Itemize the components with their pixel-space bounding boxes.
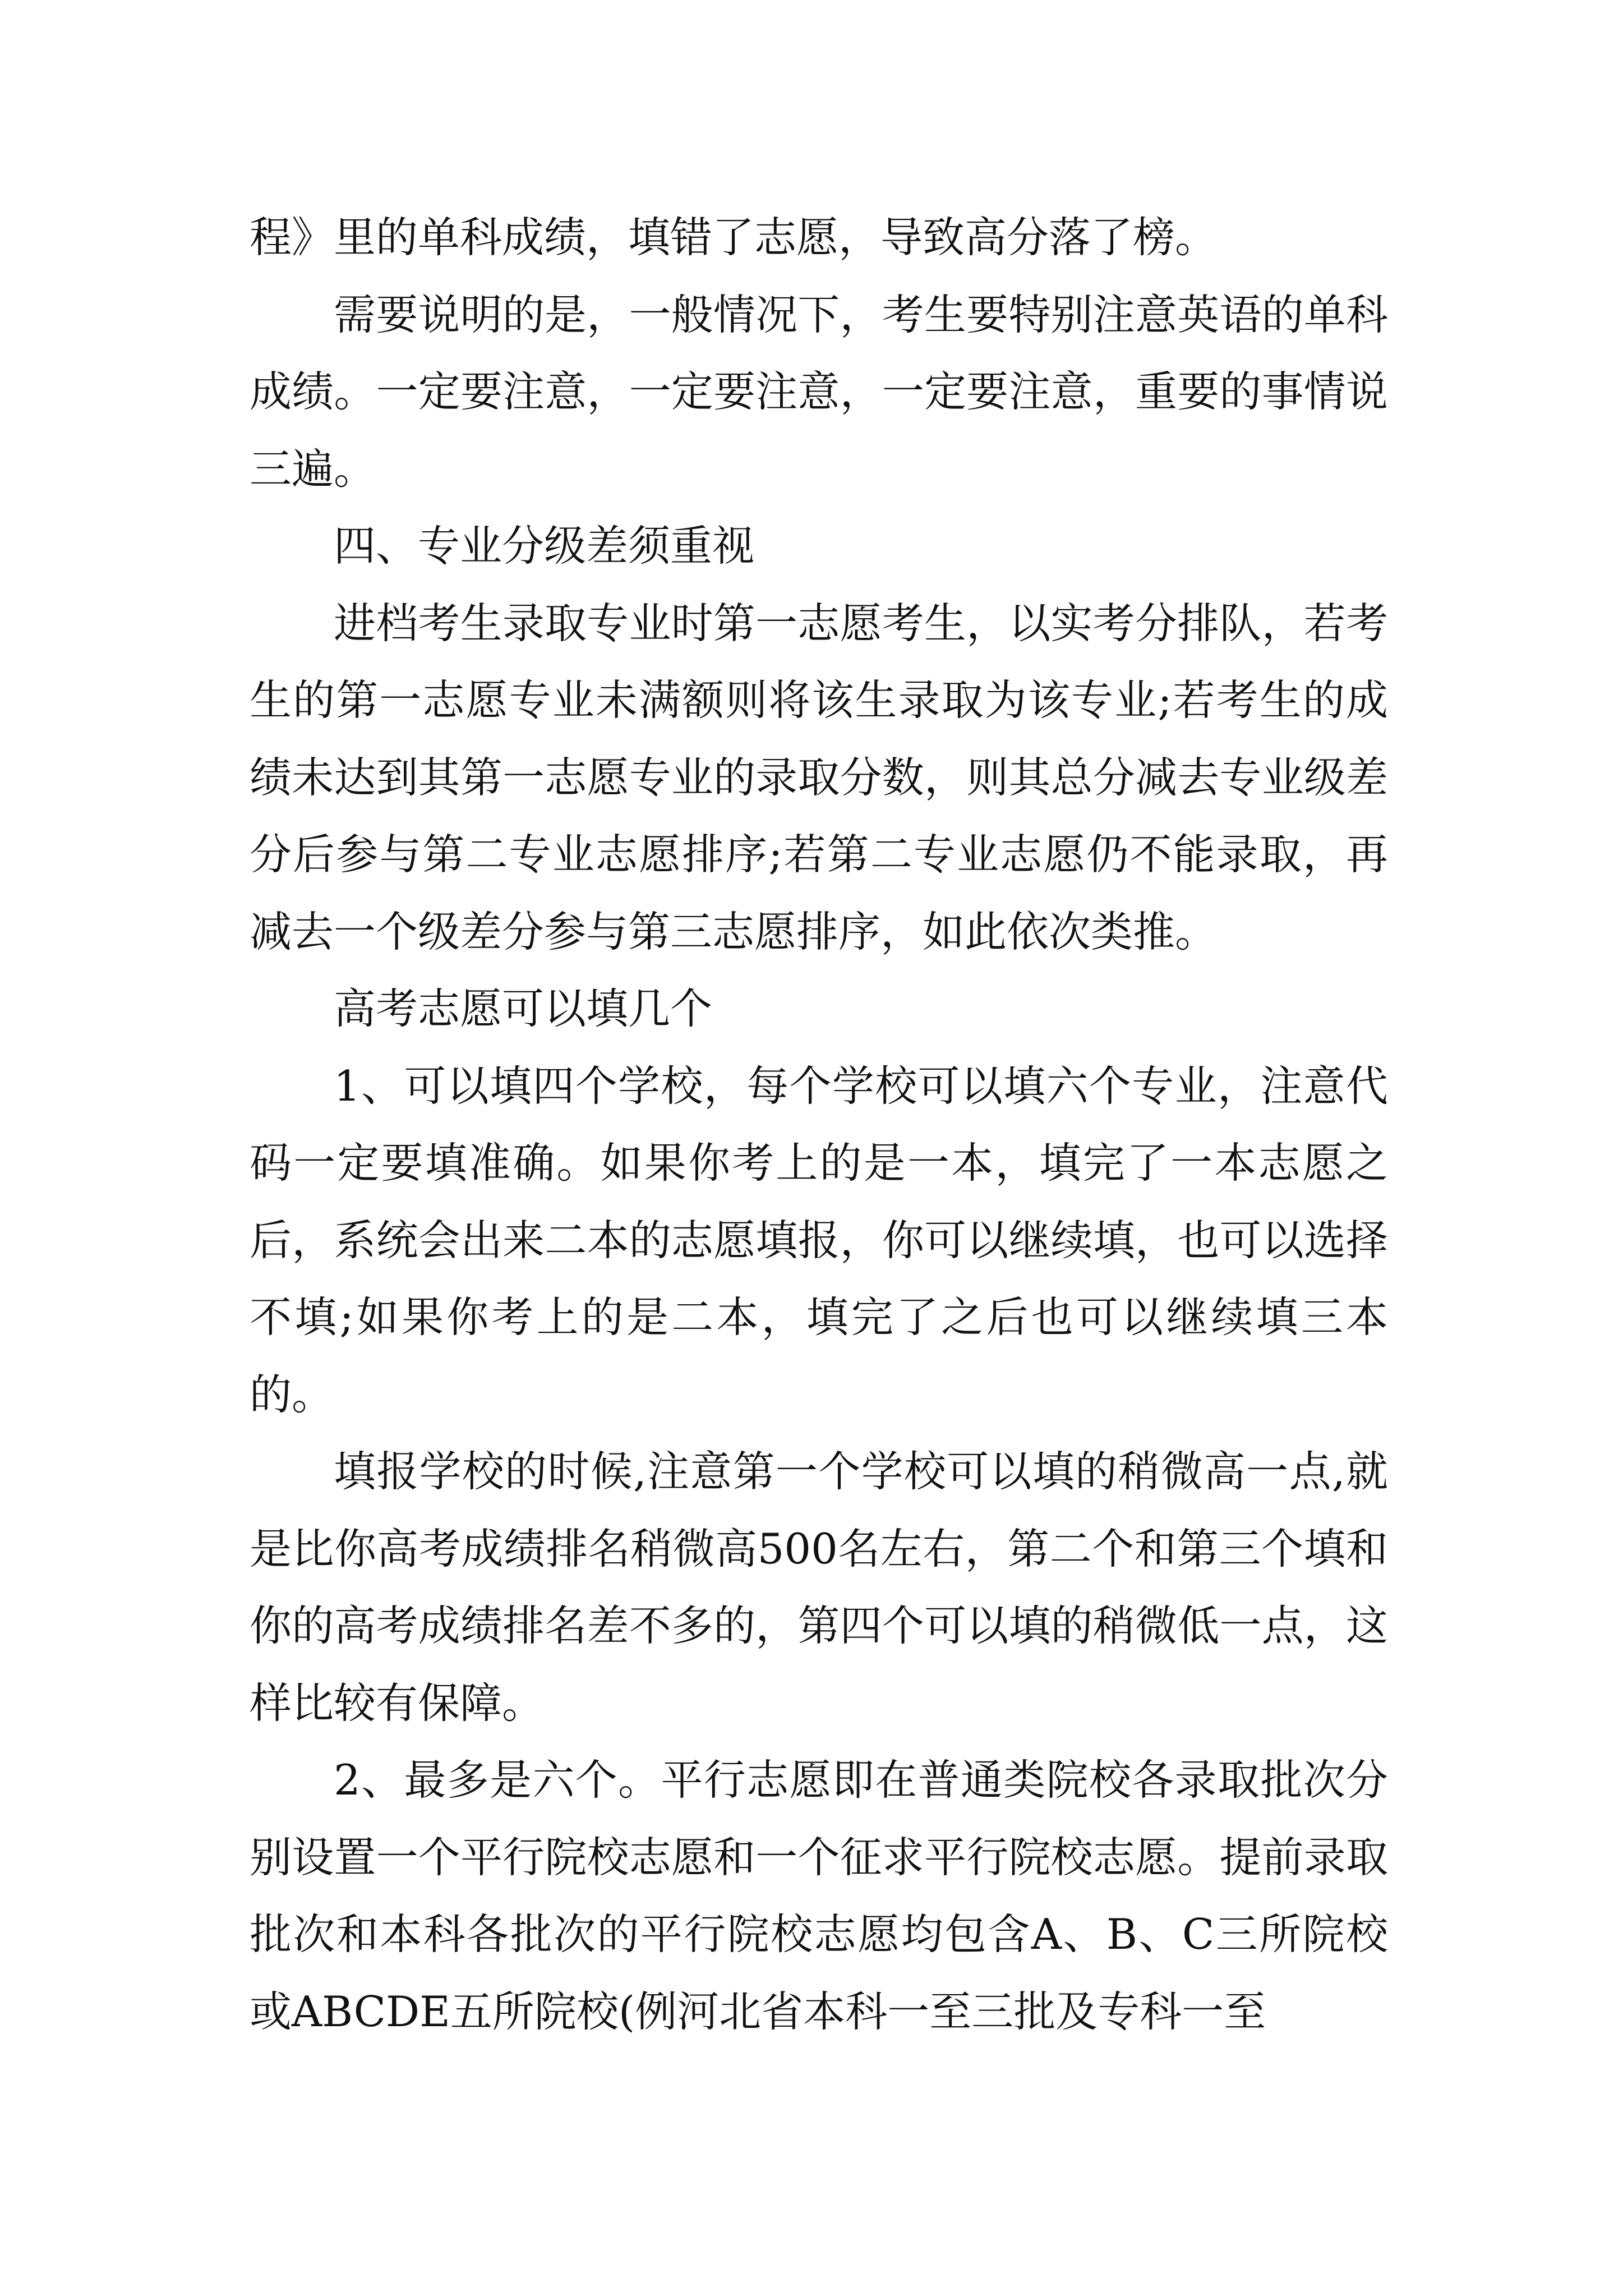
section-heading-major-grade-difference: 四、专业分级差须重视	[334, 521, 755, 570]
paragraph-four-schools: 1、可以填四个学校，每个学校可以填六个专业，注意代码一定要填准确。如果你考上的是一本，填完了一本志愿之后，系统会出来二本的志愿填报，你可以继续填，也可以选择不填;如果你考上的是二本，填完了之后也可以继续填三本的。	[250, 1061, 1388, 1419]
paragraph-major-admission-rules: 进档考生录取专业时第一志愿考生，以实考分排队，若考生的第一志愿专业未满额则将该生录取为该专业;若考生的成绩未达到其第一志愿专业的录取分数，则其总分减去专业级差分后参与第二专业志愿排序;若第二专业志愿仍不能录取，再减去一个级差分参与第三志愿排序，如此依次类推。	[250, 598, 1388, 956]
paragraph-continuation: 程》里的单科成绩，填错了志愿，导致高分落了榜。	[250, 213, 1218, 262]
paragraph-school-ranking-tip: 填报学校的时候,注意第一个学校可以填的稍微高一点,就是比你高考成绩排名稍微高500名左右，第二个和第三个填和你的高考成绩排名差不多的，第四个可以填的稍微低一点，这样比较有保障。	[250, 1447, 1388, 1728]
paragraph-six-choices: 2、最多是六个。平行志愿即在普通类院校各录取批次分别设置一个平行院校志愿和一个征求平行院校志愿。提前录取批次和本科各批次的平行院校志愿均包含A、B、C三所院校或ABCDE五所院校(例河北省本科一至三批及专科一至	[250, 1755, 1388, 2036]
paragraph-english-score-note: 需要说明的是，一般情况下，考生要特别注意英语的单科成绩。一定要注意，一定要注意，一定要注意，重要的事情说三遍。	[250, 289, 1388, 494]
document-body	[250, 199, 1388, 2050]
section-heading-how-many-choices: 高考志愿可以填几个	[334, 984, 713, 1033]
